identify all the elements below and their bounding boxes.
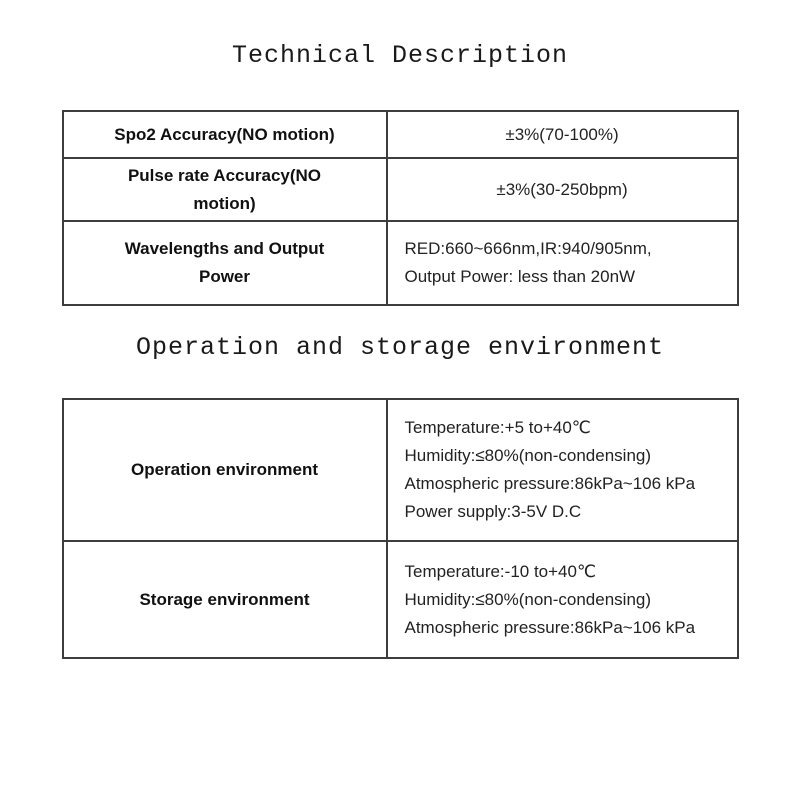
table-row-operation-environment: [63, 399, 738, 541]
row-label: Wavelengths and Output Power: [63, 221, 387, 305]
row-label: Spo2 Accuracy(NO motion): [63, 111, 387, 158]
value-line: Output Power: less than 20nW: [404, 267, 636, 286]
table-row-wavelengths-output-power: [63, 221, 738, 305]
row-value: ±3%(70-100%): [387, 111, 738, 158]
value-line: Temperature:+5 to+40℃: [404, 418, 591, 437]
row-label: Pulse rate Accuracy(NO motion): [63, 158, 387, 221]
technical-description-table: [62, 110, 739, 306]
table-row-pulse-rate-accuracy: [63, 158, 738, 221]
section-title-technical-description: Technical Description: [231, 41, 569, 70]
section-title-operation-storage-environment: Operation and storage environment: [135, 333, 665, 362]
row-value: ±3%(30-250bpm): [387, 158, 738, 221]
value-line: Atmospheric pressure:86kPa~106 kPa: [404, 617, 696, 637]
row-value: [387, 541, 738, 658]
row-value: [387, 399, 738, 541]
value-line: RED:660~666nm,IR:940/905nm,: [404, 239, 652, 258]
value-line: Power supply:3-5V D.C: [404, 502, 582, 521]
table-row-spo2-accuracy: [63, 111, 738, 158]
value-line: Atmospheric pressure:86kPa~106 kPa: [404, 474, 696, 493]
row-label: Operation environment: [63, 399, 387, 541]
value-line: Humidity:≤80%(non-condensing): [404, 589, 652, 609]
row-label: Storage environment: [63, 541, 387, 658]
value-line: Humidity:≤80%(non-condensing): [404, 446, 652, 465]
value-line: Temperature:-10 to+40℃: [404, 561, 597, 581]
table-row-storage-environment: [63, 541, 738, 658]
environment-table: [62, 398, 739, 659]
row-value: [387, 221, 738, 305]
